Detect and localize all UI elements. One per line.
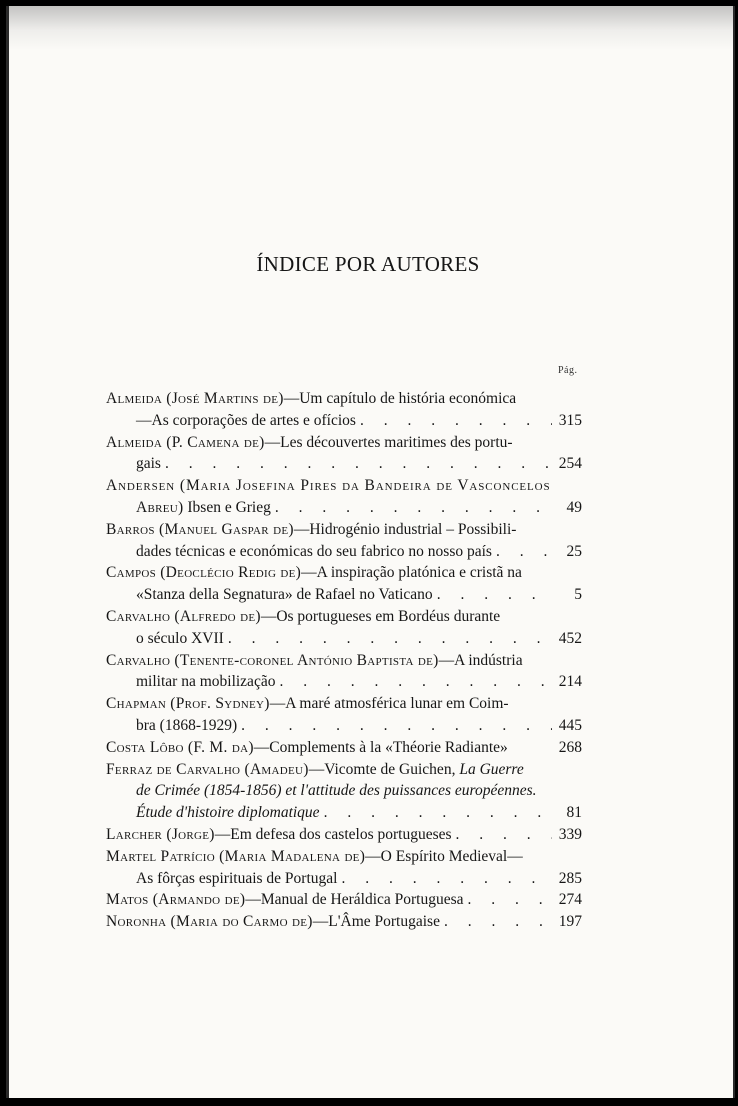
entry-author: Larcher (Jorge) (106, 825, 215, 843)
entry-title-cont: «Stanza della Segnatura» de Rafael no Vaticano (136, 586, 433, 604)
entry-page: 49 (566, 498, 582, 516)
entry-author: Matos (Armando de) (106, 891, 246, 909)
index-entry (106, 737, 582, 759)
index-entry (106, 519, 582, 563)
entry-title-cont: As fôrças espirituais de Portugal (136, 869, 338, 887)
entry-title-cont: gais (136, 455, 161, 473)
entry-title: —A inspiração platónica e cristã na (301, 564, 522, 582)
index-entry (106, 824, 582, 846)
entry-title: —Les découvertes maritimes des portu- (264, 433, 513, 451)
entry-author: Costa Lôbo (F. M. da) (106, 738, 254, 756)
index-entry (106, 911, 582, 933)
entry-title-cont: —As corporações de artes e ofícios (136, 411, 356, 429)
entry-page: 339 (558, 825, 582, 843)
book-page (6, 6, 735, 1098)
entry-author: Almeida (P. Camena de) (106, 433, 265, 451)
entry-title: —Manual de Heráldica Portuguesa (245, 891, 464, 909)
entry-title: —Os portugueses em Bordéus durante (260, 607, 501, 625)
index-entry (106, 388, 582, 432)
entry-author: Carvalho (Tenente-coronel António Baptista de) (106, 651, 439, 669)
entry-title: —A maré atmosférica lunar em Coim- (269, 695, 509, 713)
entry-title: —L'Âme Portugaise (312, 913, 440, 931)
entry-page: 5 (574, 586, 582, 604)
entry-title-cont: dades técnicas e económicas do seu fabrico no nosso país (136, 542, 492, 560)
index-entry (106, 846, 582, 890)
entry-title-cont: o século XVII (136, 629, 224, 647)
entry-title: —O Espírito Medieval— (365, 847, 523, 865)
entry-author: Chapman (Prof. Sydney) (106, 695, 270, 713)
entry-title-cont: Étude d'histoire diplomatique (136, 804, 320, 822)
entry-author: Carvalho (Alfredo de) (106, 607, 261, 625)
entry-author: Almeida (José Martins de) (106, 390, 284, 407)
entry-page: 315 (558, 411, 582, 429)
entry-title: —Em defesa dos castelos portugueses (214, 825, 452, 843)
entry-title: —Hidrogénio industrial – Possibili- (293, 520, 517, 538)
entry-page: 254 (558, 455, 582, 473)
index-entry (106, 432, 582, 476)
entry-page: 81 (566, 804, 582, 822)
entry-title-cont: de Crimée (1854-1856) et l'attitude des puissances européennes. (136, 782, 537, 800)
entry-author: Campos (Deoclécio Redig de) (106, 564, 302, 582)
entry-title-italic: La Guerre (459, 760, 524, 778)
entry-page: 274 (558, 891, 582, 909)
index-entry (106, 759, 582, 824)
entry-title-cont: bra (1868-1929) (136, 716, 238, 734)
index-entry (106, 475, 582, 519)
page-column-header: Pág. (558, 365, 578, 376)
index-entry (106, 693, 582, 737)
entry-page: 197 (558, 913, 582, 931)
entry-title: —Complements à la «Théorie Radiante» (253, 738, 508, 756)
index-entry (106, 562, 582, 606)
entry-author: Noronha (Maria do Carmo de) (106, 913, 313, 931)
entry-page: 214 (558, 673, 582, 691)
entry-page: 268 (558, 738, 582, 756)
index-entry (106, 889, 582, 911)
entry-page: 445 (558, 716, 582, 734)
entry-author: Andersen (Maria Josefina Pires da Bandeira de Vasconcelos (106, 477, 551, 495)
entry-author: Barros (Manuel Gaspar de) (106, 520, 294, 538)
entry-page: 452 (558, 629, 582, 647)
entry-page: 25 (566, 542, 582, 560)
entry-page: 285 (558, 869, 582, 887)
entry-title: —Um capítulo de história económica (283, 390, 517, 407)
index-entry (106, 606, 582, 650)
entry-author: Martel Patrício (Maria Madalena de) (106, 847, 366, 865)
page-title: ÍNDICE POR AUTORES (256, 252, 480, 276)
entry-title: —Vicomte de Guichen, (308, 760, 460, 778)
entry-title-cont: Abreu) Ibsen e Grieg (136, 498, 271, 516)
entry-title: —A indústria (438, 651, 523, 669)
index-entry (106, 650, 582, 694)
entry-author: Ferraz de Carvalho (Amadeu) (106, 760, 309, 778)
scan-smudge (9, 6, 733, 50)
entry-title-cont: militar na mobilização (136, 673, 276, 691)
author-index-list (106, 388, 582, 933)
